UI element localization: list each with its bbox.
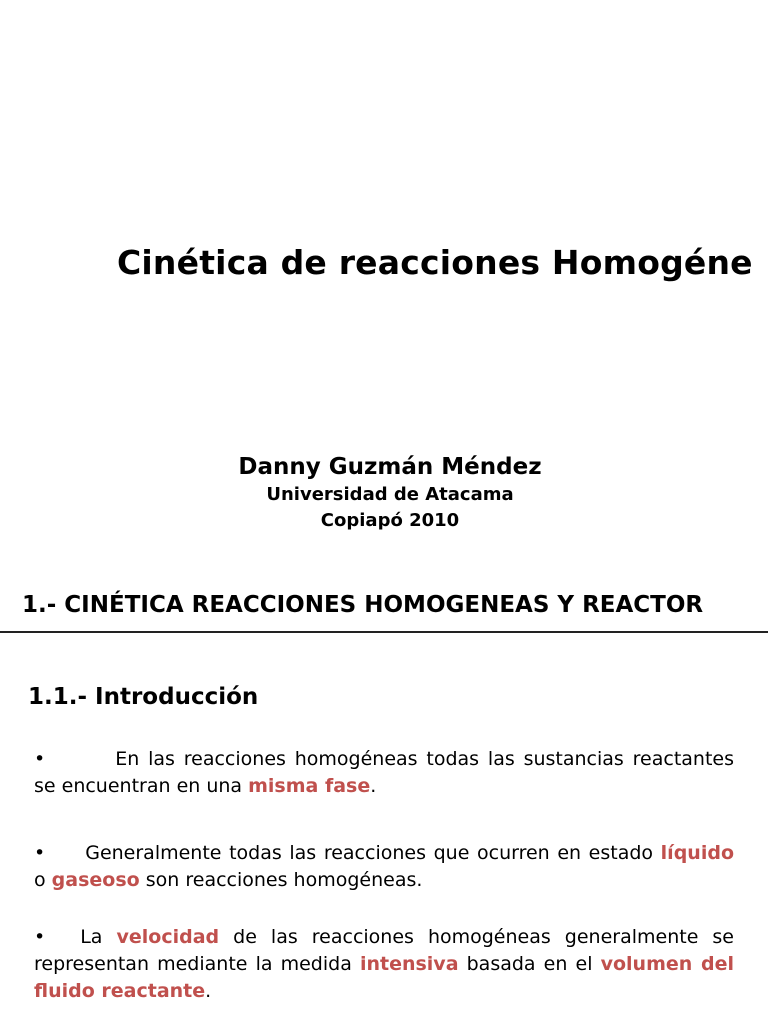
bullet-icon: • bbox=[34, 926, 46, 948]
author-block bbox=[0, 452, 768, 534]
paragraph-2 bbox=[34, 840, 734, 894]
highlight-volumen-fluido: volumen del fluido reactante bbox=[34, 953, 734, 1002]
subsection-heading: 1.1.- Introducción bbox=[28, 684, 259, 710]
university-name: Universidad de Atacama bbox=[266, 484, 514, 505]
paragraph-1 bbox=[34, 746, 734, 800]
section-divider bbox=[0, 631, 768, 633]
paragraph-1-text: En las reacciones homogéneas todas las sustancias reactantes se encuentran en una bbox=[34, 748, 734, 797]
paragraph-3-text: La bbox=[80, 926, 117, 948]
paragraph-2-text-2: o bbox=[34, 869, 52, 891]
place-year: Copiapó 2010 bbox=[320, 510, 460, 531]
highlight-intensiva: intensiva bbox=[359, 953, 459, 975]
paragraph-1-end: . bbox=[370, 775, 377, 797]
author-name: Danny Guzmán Méndez bbox=[238, 454, 542, 480]
highlight-misma-fase: misma fase bbox=[248, 775, 371, 797]
section-heading: 1.- CINÉTICA REACCIONES HOMOGENEAS Y REACTOR bbox=[22, 592, 704, 618]
highlight-liquido: líquido bbox=[660, 842, 734, 864]
paragraph-2-text: Generalmente todas las reacciones que ocurren en estado bbox=[85, 842, 661, 864]
highlight-gaseoso: gaseoso bbox=[51, 869, 140, 891]
paragraph-3-text-2: de las reacciones homogéneas generalmente se representan mediante la medida bbox=[34, 926, 734, 975]
bullet-icon: • bbox=[34, 748, 46, 770]
highlight-velocidad: velocidad bbox=[116, 926, 220, 948]
document-title: Cinética de reacciones Homogéne bbox=[117, 243, 753, 282]
paragraph-3 bbox=[34, 924, 734, 1005]
bullet-icon: • bbox=[34, 842, 46, 864]
paragraph-3-text-3: basada en el bbox=[458, 953, 601, 975]
paragraph-3-end: . bbox=[205, 980, 212, 1002]
paragraph-2-text-3: son reacciones homogéneas. bbox=[139, 869, 423, 891]
